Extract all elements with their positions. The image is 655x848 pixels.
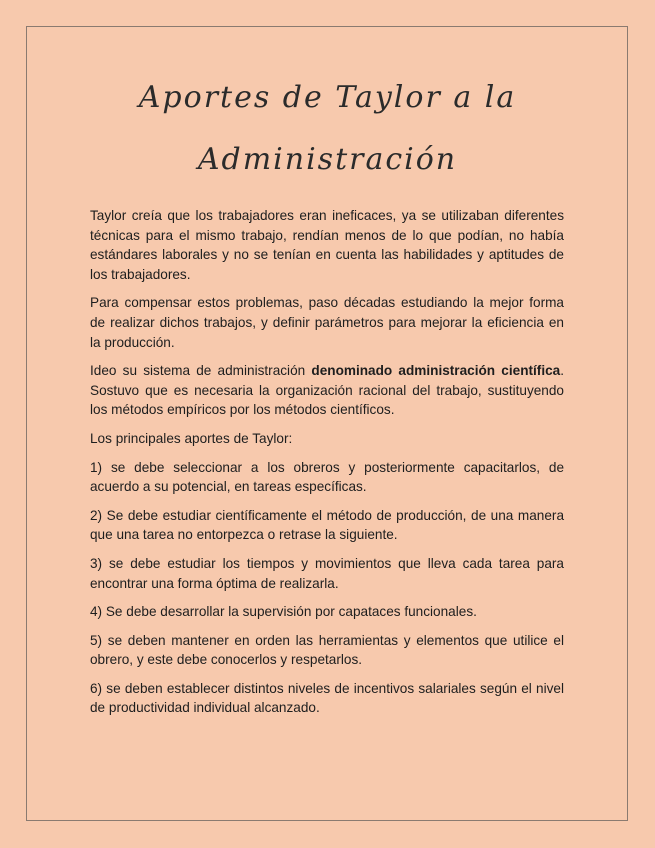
paragraph-intro: Taylor creía que los trabajadores eran ineficaces, ya se utilizaban diferentes técnicas para el mismo trabajo, rendían menos de lo que podían, no había estándares laborales y no se tenían en cuenta las habilidades y aptitudes de los trabajadores. — [90, 208, 564, 282]
title-line-1: Aportes de Taylor a la — [138, 80, 517, 115]
title-line-2: Administración — [197, 142, 458, 177]
list-item-3: 3) se debe estudiar los tiempos y movimientos que lleva cada tarea para encontrar una forma óptima de realizarla. — [90, 555, 564, 591]
bold-term: denominado administración científica — [311, 363, 561, 379]
document-body — [90, 206, 564, 727]
paragraph-list-heading: Los principales aportes de Taylor: — [90, 430, 293, 446]
list-item-1: 1) se debe seleccionar a los obreros y posteriormente capacitarlos, de acuerdo a su potencial, en tareas específicas. — [90, 459, 564, 495]
list-item-4: 4) Se debe desarrollar la supervisión por capataces funcionales. — [90, 604, 477, 620]
list-item-5: 5) se deben mantener en orden las herramientas y elementos que utilice el obrero, y este debe conocerlos y respetarlos. — [90, 632, 564, 668]
list-item-6: 6) se deben establecer distintos niveles de incentivos salariales según el nivel de productividad individual alcanzado. — [90, 680, 564, 716]
paragraph-text: . Sostuvo que es necesaria la organización racional del trabajo, sustituyendo los métodos empíricos por los métodos científicos. — [90, 363, 565, 418]
paragraph-text: Ideo su sistema de administración — [90, 363, 312, 379]
list-item-2: 2) Se debe estudiar científicamente el método de producción, de una manera que una tarea no entorpezca o retrase la siguiente. — [90, 507, 564, 543]
paragraph-scientific-management — [90, 361, 564, 420]
paragraph-compensation: Para compensar estos problemas, paso décadas estudiando la mejor forma de realizar dichos trabajos, y definir parámetros para mejorar la eficiencia en la producción. — [90, 295, 564, 350]
